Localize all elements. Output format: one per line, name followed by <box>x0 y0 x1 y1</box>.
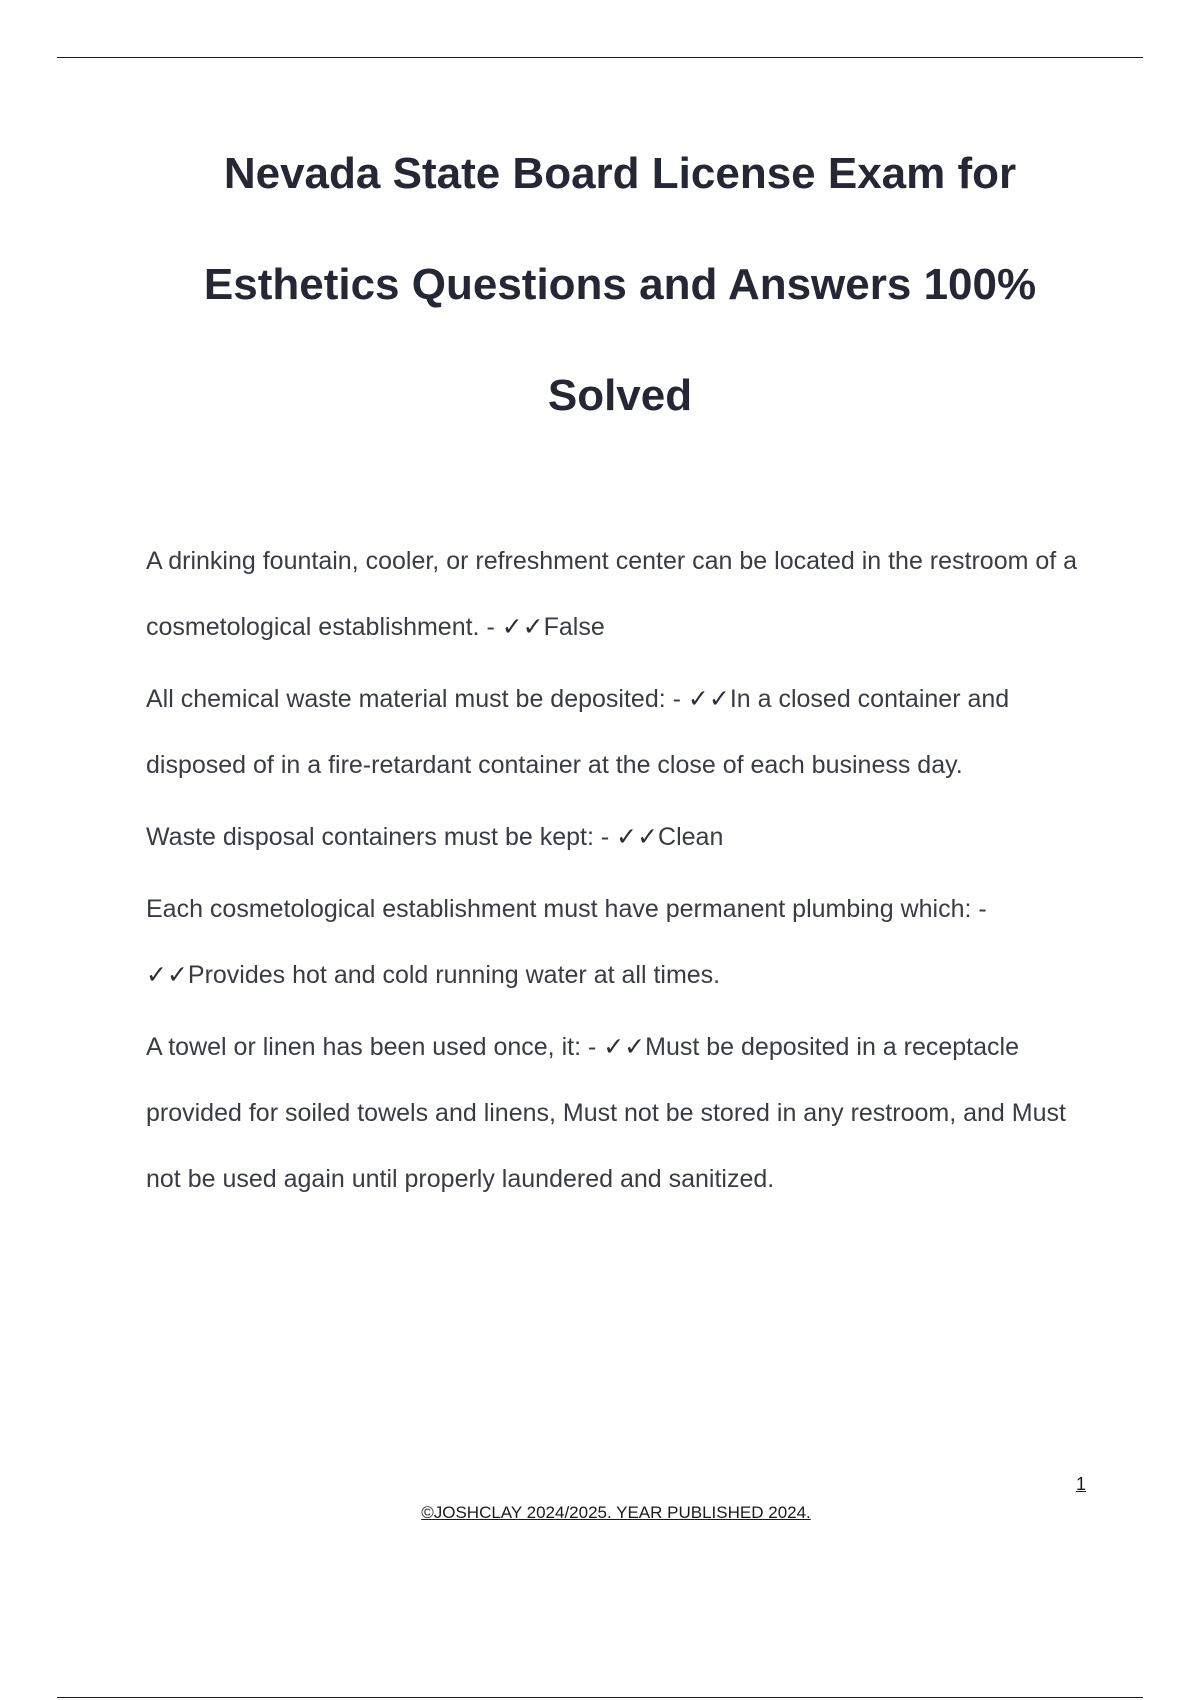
question-text: All chemical waste material must be deposited: - <box>146 685 688 713</box>
copyright-footer: ©JOSHCLAY 2024/2025. YEAR PUBLISHED 2024. <box>421 1503 811 1522</box>
qa-item-2 <box>146 666 1086 798</box>
question-text: Waste disposal containers must be kept: - <box>146 823 617 851</box>
qa-item-4 <box>146 876 1086 1008</box>
check-icon: ✓✓ <box>146 960 188 989</box>
question-text: A drinking fountain, cooler, or refreshment center can be located in the restroom of a cosmetological establishment. - <box>146 547 1078 641</box>
qa-item-5 <box>146 1014 1086 1212</box>
page-number: 1 <box>1076 1474 1087 1494</box>
top-rule <box>57 57 1143 58</box>
question-text: A towel or linen has been used once, it: - <box>146 1033 604 1061</box>
answer-text: Must be deposited in a receptacle provided for soiled towels and linens, Must not be stored in any restroom, and Must not be used again until properly laundered and sanitized. <box>146 1033 1066 1193</box>
check-icon: ✓✓ <box>603 1032 646 1061</box>
document-title: Nevada State Board License Exam for Esthetics Questions and Answers 100% Solved <box>203 149 1037 420</box>
answer-text: Provides hot and cold running water at all times. <box>187 961 721 989</box>
answer-text: False <box>543 613 605 641</box>
check-icon: ✓✓ <box>616 822 659 851</box>
question-text: Each cosmetological establishment must have permanent plumbing which: - <box>146 895 987 923</box>
qa-list <box>146 528 1086 1218</box>
check-icon: ✓✓ <box>501 612 544 641</box>
check-icon: ✓✓ <box>687 684 730 713</box>
answer-text: Clean <box>658 823 724 851</box>
bottom-rule <box>57 1697 1143 1698</box>
qa-item-3 <box>146 804 1086 870</box>
qa-item-1 <box>146 528 1086 660</box>
answer-text: In a closed container and disposed of in a fire-retardant container at the close of each business day. <box>146 685 1010 779</box>
